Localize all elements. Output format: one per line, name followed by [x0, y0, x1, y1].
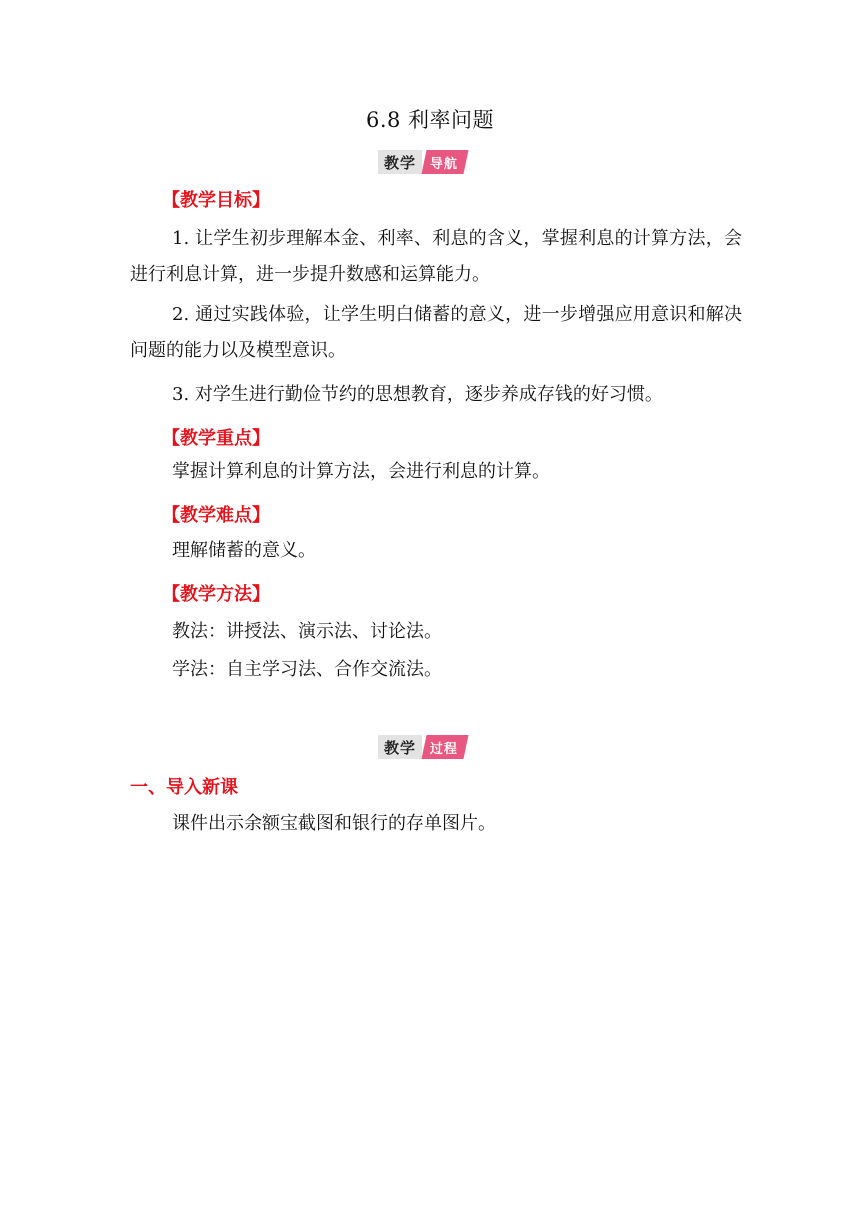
lesson-title: 6.8 利率问题 [365, 108, 495, 132]
key-points-text: 掌握计算利息的计算方法，会进行利息的计算。 [172, 461, 550, 482]
goals-heading: 【教学目标】 [162, 190, 270, 211]
badge-right-tag [421, 150, 468, 174]
badge-left-label: 教学 [378, 150, 422, 174]
intro-text: 课件出示余额宝截图和银行的存单图片。 [172, 813, 496, 834]
learning-methods-text: 学法：自主学习法、合作交流法。 [172, 659, 442, 680]
methods-heading: 【教学方法】 [162, 584, 270, 605]
difficulties-text: 理解储蓄的意义。 [172, 540, 316, 561]
goal-item-2: 2. 通过实践体验，让学生明白储蓄的意义，进一步增强应用意识和解决问题的能力以及模型意识。 [130, 304, 742, 361]
teaching-process-badge [378, 735, 466, 759]
goal-item-1: 1. 让学生初步理解本金、利率、利息的含义，掌握利息的计算方法，会进行利息计算，进一步提升数感和运算能力。 [130, 228, 742, 285]
badge-right-label: 过程 [430, 741, 459, 757]
goal-item-3: 3. 对学生进行勤俭节约的思想教育，逐步养成存钱的好习惯。 [172, 384, 663, 405]
badge-right-tag [421, 735, 468, 759]
teaching-navigation-badge [378, 150, 466, 174]
section-heading-intro: 一、导入新课 [130, 777, 238, 798]
difficulties-heading: 【教学难点】 [162, 505, 270, 526]
key-points-heading: 【教学重点】 [162, 428, 270, 449]
teaching-methods-text: 教法：讲授法、演示法、讨论法。 [172, 621, 442, 642]
badge-left-label: 教学 [378, 735, 422, 759]
badge-right-label: 导航 [430, 156, 459, 172]
